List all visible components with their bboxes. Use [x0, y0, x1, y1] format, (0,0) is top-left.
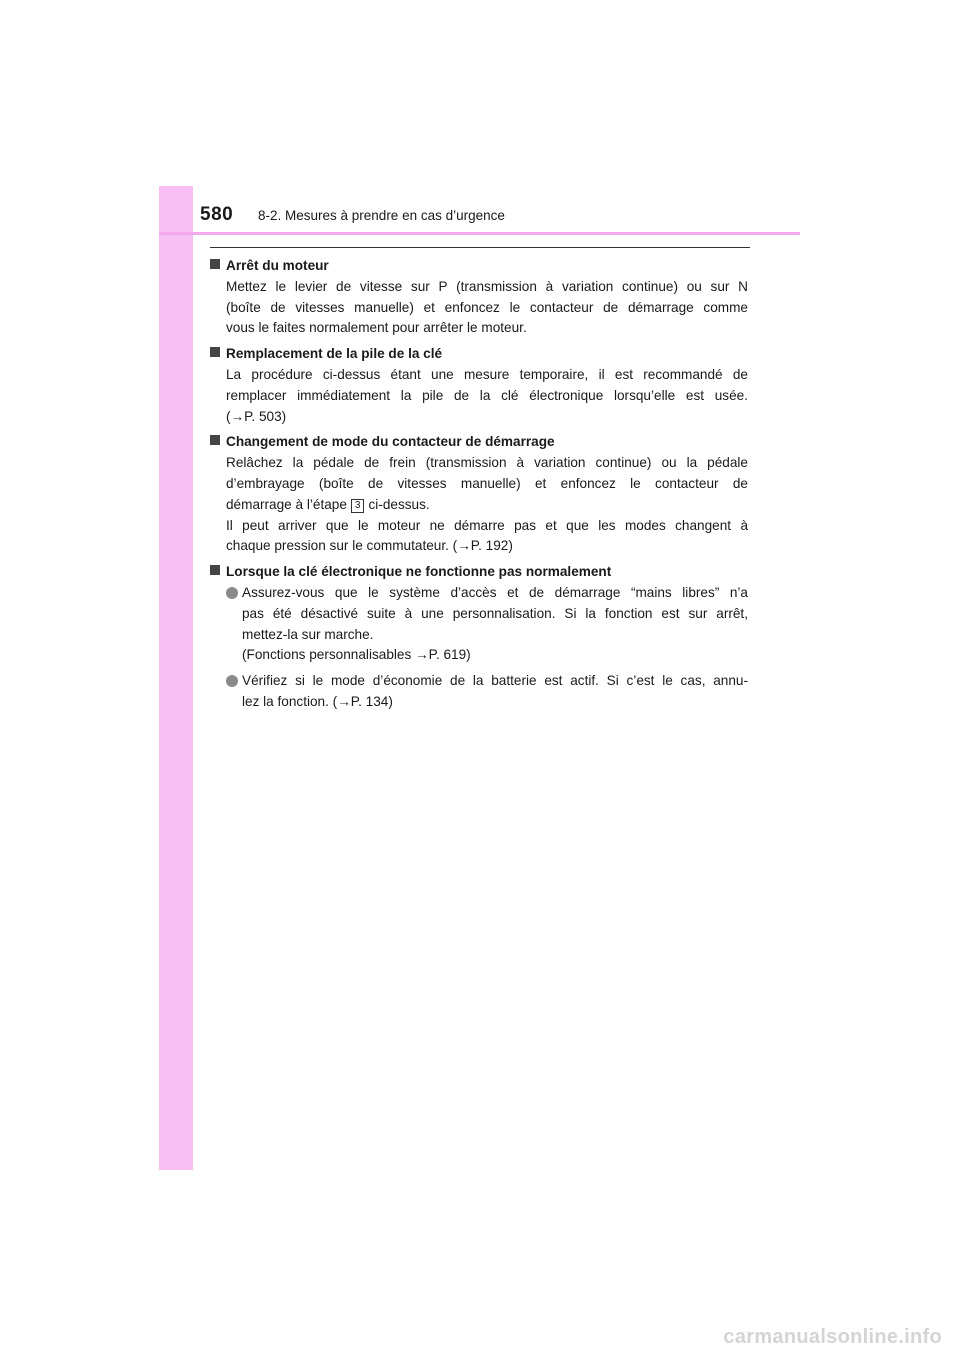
- section-heading-text: Remplacement de la pile de la clé: [226, 346, 443, 362]
- square-bullet-icon: [210, 259, 220, 269]
- section-heading-text: Lorsque la clé électronique ne fonctionne pas normalement: [226, 564, 612, 580]
- body-line: Relâchez la pédale de frein (transmission à variation continue) ou la pédale: [226, 455, 748, 471]
- body-line: d’embrayage (boîte de vitesses manuelle) et enfoncez le contacteur de: [226, 475, 748, 491]
- body-line-with-step: [226, 495, 748, 516]
- page-content: [210, 256, 748, 718]
- section-heading-text: Arrêt du moteur: [226, 258, 329, 273]
- step-line-suffix: ci-dessus.: [368, 496, 430, 512]
- section-key-battery: [210, 344, 748, 427]
- step-number-badge: 3: [351, 499, 365, 513]
- watermark-logo: carmanualsonline.info: [723, 1326, 942, 1348]
- section-body: [226, 453, 748, 557]
- section-heading: [210, 344, 748, 365]
- section-heading: [210, 432, 748, 453]
- section-heading: [210, 562, 748, 583]
- list-item: [226, 671, 748, 713]
- body-line: chaque pression sur le commutateur. (→P. 192): [226, 538, 513, 554]
- section-engine-stop: [210, 256, 748, 339]
- section-body: [226, 583, 748, 713]
- body-line: Il peut arriver que le moteur ne démarre pas et que les modes changent à: [226, 517, 748, 533]
- round-bullet-icon: [226, 587, 238, 599]
- page-reference: (→P. 503): [226, 408, 287, 424]
- body-line: Assurez-vous que le système d’accès et de démarrage “mains libres” n’a: [242, 584, 748, 600]
- header-divider: [159, 232, 800, 235]
- section-heading: [210, 256, 748, 277]
- body-line: (boîte de vitesses manuelle) et enfoncez le contacteur de démarrage comme: [226, 299, 748, 315]
- chapter-title: 8-2. Mesures à prendre en cas d’urgence: [258, 208, 505, 223]
- square-bullet-icon: [210, 347, 220, 357]
- body-line: mettez-la sur marche.: [242, 626, 374, 642]
- content-top-rule: [210, 247, 750, 248]
- square-bullet-icon: [210, 435, 220, 445]
- section-body: [226, 365, 748, 427]
- section-body: [226, 277, 748, 339]
- section-key-malfunction: [210, 562, 748, 713]
- square-bullet-icon: [210, 565, 220, 575]
- page-reference: (Fonctions personnalisables →P. 619): [242, 647, 471, 663]
- body-line: pas été désactivé suite à une personnalisation. Si la fonction est sur arrêt,: [242, 605, 748, 621]
- section-switch-mode: [210, 432, 748, 557]
- body-line: remplacer immédiatement la pile de la clé électronique lorsqu’elle est usée.: [226, 387, 748, 403]
- list-item: [226, 583, 748, 666]
- list-item-text: [242, 583, 748, 666]
- body-line: lez la fonction. (→P. 134): [242, 693, 393, 709]
- chapter-side-tab: [159, 186, 193, 1170]
- page-number: 580: [200, 204, 234, 225]
- step-line-prefix: démarrage à l’étape: [226, 496, 347, 512]
- body-line: Vérifiez si le mode d’économie de la batterie est actif. Si c’est le cas, annu-: [242, 673, 748, 689]
- body-line: Mettez le levier de vitesse sur P (transmission à variation continue) ou sur N: [226, 278, 748, 294]
- body-line: La procédure ci-dessus étant une mesure temporaire, il est recommandé de: [226, 366, 748, 382]
- round-bullet-icon: [226, 675, 238, 687]
- body-line: vous le faites normalement pour arrêter le moteur.: [226, 320, 527, 336]
- list-item-text: [242, 671, 748, 713]
- section-heading-text: Changement de mode du contacteur de démarrage: [226, 434, 555, 450]
